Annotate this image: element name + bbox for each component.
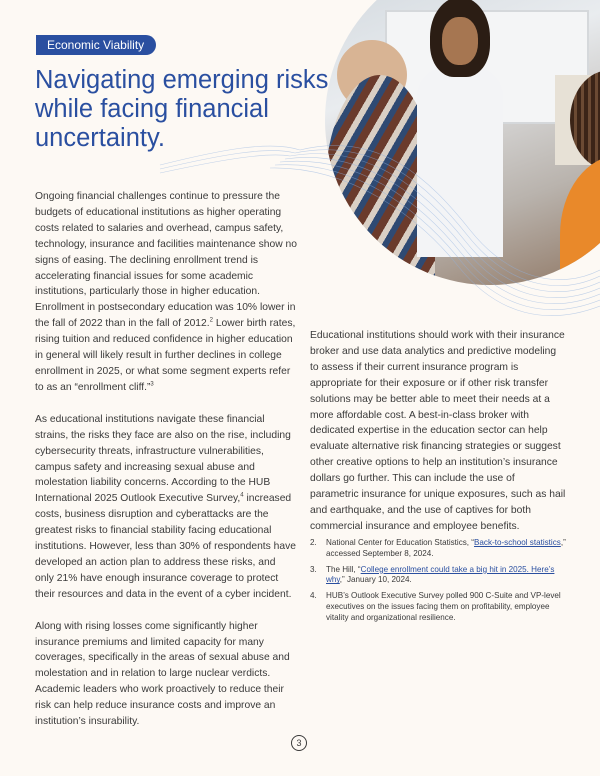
teacher-face (442, 17, 478, 65)
student-figure-orange (560, 155, 600, 285)
footnote: 3. The Hill, “College enrollment could take a big hit in 2025. Here’s why,” January 10, 2024. (310, 564, 555, 585)
right-column (310, 328, 566, 551)
section-tag: Economic Viability (36, 35, 156, 55)
footnote: 2. National Center for Education Statistics, “Back-to-school statistics,” accessed September 8, 2024. (310, 538, 566, 558)
paragraph-1: Ongoing financial challenges continue to pressure the budgets of educational institutions as higher operating costs related to salaries and overhead, campus safety, technology, insurance and facilities maintenance show no signs of easing. The declining enrollment trend is accelerating financial issues for some academic institutions, particularly those in higher education. Enrollment in postsecondary education was 10% lower in the fall of 2022 than in the fall of 2012.$^2$ Lower birth rates, rising tuition and reduced confidence in higher education in general will likely result in further declines in college enrollment in 2025, or what some segment experts refer to as an “enrollment cliff.”$^3$ (35, 191, 297, 393)
left-column (35, 189, 297, 746)
footnotes (310, 538, 572, 629)
teacher-shirt (417, 67, 503, 257)
footnote-link[interactable]: College enrollment could take a big hit in 2025. Here’s why (326, 564, 555, 585)
paragraph-3: Along with rising losses come significantly higher insurance premiums and limited capacity for many coverages, specifically in the areas of sexual abuse and molestation and in relation to large nuclear verdicts. Academic leaders who work proactively to reduce their risk can help reduce insurance costs and improve an institution’s insurability. (35, 620, 290, 728)
footnote: 4. HUB’s Outlook Executive Survey polled 900 C-Suite and VP-level executives on the issues facing them on profitability, employee vitality and organizational resilience. (310, 591, 561, 622)
page-title: Navigating emerging risks while facing financial uncertainty. (35, 66, 329, 152)
footnote-link[interactable]: Back-to-school statistics (474, 538, 561, 547)
page-number: 3 (291, 735, 307, 751)
hero-photo-classroom (325, 0, 600, 285)
paragraph-2: As educational institutions navigate these financial strains, the risks they face are also on the rise, including cybersecurity threats, infrastructure vulnerabilities, campus safety and increasing sexual abuse and molestation liability concerns. According to the HUB International 2025 Outlook Executive Survey,$^4$ increased costs, business disruption and cyberattacks are the greatest risks to financial stability facing educational institutions. However, less than 30% of respondents have developed an action plan to address these risks, and only 21% have enough insurance coverage to protect their resources and data in the event of a cyber incident. (35, 413, 297, 600)
paragraph-4: Educational institutions should work with their insurance broker and use data analytics and predictive modeling to assess if their current insurance program is appropriate for their exposure or if other risk transfer solutions may be better able to meet their needs at a more affordable cost. A best-in-class broker with dedicated expertise in the education sector can help evaluate alternative risk financing strategies or suggest other creative options to help an institution’s insurance dollars go further. This can include the use of parametric insurance for unique exposures, such as hail and earthquake, and the use of captives for both commercial insurance and employee benefits. (310, 330, 566, 532)
